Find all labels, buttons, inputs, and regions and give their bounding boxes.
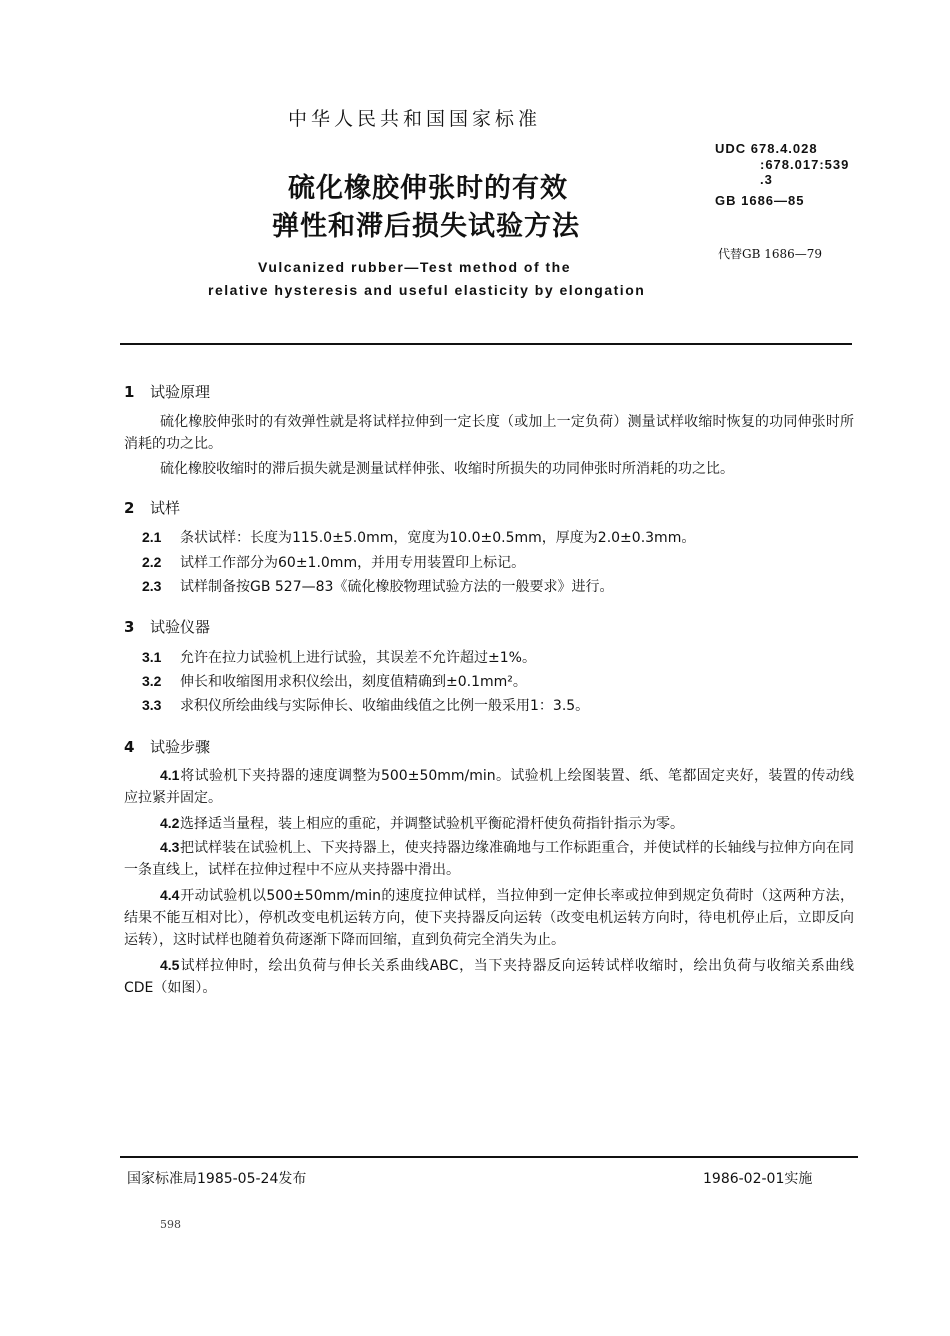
- clause-number: 3.3: [142, 697, 162, 713]
- section-number: 3: [124, 618, 135, 636]
- clause-3-2: [142, 670, 872, 693]
- clause-number: 4.4: [160, 887, 180, 903]
- clause-number: 3.1: [142, 649, 162, 665]
- clause-4-3: [124, 836, 854, 881]
- clause-number: 4.3: [160, 839, 180, 855]
- clause-text: 条状试样：长度为115.0±5.0mm，宽度为10.0±0.5mm，厚度为2.0±0.3mm。: [180, 530, 696, 546]
- udc-code-line-3: .3: [760, 172, 773, 187]
- clause-text: 试样制备按GB 527—83《硫化橡胶物理试验方法的一般要求》进行。: [180, 579, 614, 595]
- english-title-line-1: Vulcanized rubber—Test method of the: [258, 259, 572, 275]
- footer-divider: [120, 1156, 858, 1158]
- section-title: 试验原理: [150, 383, 211, 401]
- clause-number: 3.2: [142, 673, 162, 689]
- title-line-2: 弹性和滞后损失试验方法: [272, 211, 580, 242]
- clause-2-2: [142, 551, 872, 574]
- clause-number: 2.3: [142, 578, 162, 594]
- header-divider: [120, 343, 852, 345]
- section-3-heading: [124, 616, 210, 637]
- clause-2-3: [142, 575, 872, 598]
- clause-2-1: [142, 526, 872, 549]
- section-1-paragraph-1: 硫化橡胶伸张时的有效弹性就是将试样拉伸到一定长度（或加上一定负荷）测量试样收缩时恢复的功同伸张时所消耗的功之比。: [124, 414, 854, 452]
- clause-4-1: [124, 764, 854, 809]
- section-1-heading: [124, 381, 210, 402]
- effective-date: 1986-02-01实施: [703, 1171, 813, 1187]
- replaces-standard: 代替GB 1686—79: [718, 247, 823, 261]
- clause-text: 试样工作部分为60±1.0mm，并用专用装置印上标记。: [180, 555, 526, 571]
- clause-number: 2.2: [142, 554, 162, 570]
- clause-number: 4.1: [160, 767, 180, 783]
- clause-text: 把试样装在试验机上、下夹持器上，使夹持器边缘准确地与工作标距重合，并使试样的长轴线与拉伸方向在同一条直线上，试样在拉伸过程中不应从夹持器中滑出。: [124, 840, 854, 878]
- clause-4-5: [124, 954, 854, 999]
- section-title: 试验步骤: [150, 738, 211, 756]
- section-number: 1: [124, 383, 135, 401]
- gb-number: GB 1686—85: [715, 193, 805, 208]
- clause-number: 2.1: [142, 529, 162, 545]
- section-number: 4: [124, 738, 135, 756]
- clause-number: 4.2: [160, 815, 180, 831]
- section-4-heading: [124, 736, 210, 757]
- clause-3-1: [142, 646, 872, 669]
- clause-number: 4.5: [160, 957, 180, 973]
- clause-4-2: [124, 812, 854, 835]
- title-line-1: 硫化橡胶伸张时的有效: [288, 173, 568, 204]
- page-number: 598: [160, 1218, 181, 1231]
- clause-3-3: [142, 694, 872, 717]
- clause-text: 求积仪所绘曲线与实际伸长、收缩曲线值之比例一般采用1：3.5。: [180, 698, 590, 714]
- issue-date: 国家标准局1985-05-24发布: [127, 1171, 307, 1187]
- udc-code-line-1: UDC 678.4.028: [715, 141, 818, 156]
- national-standard-heading: 中华人民共和国国家标准: [288, 108, 542, 130]
- section-1-paragraph-2: 硫化橡胶收缩时的滞后损失就是测量试样伸张、收缩时所损失的功同伸张时所消耗的功之比。: [160, 461, 734, 477]
- clause-text: 开动试验机以500±50mm/min的速度拉伸试样，当拉伸到一定伸长率或拉伸到规定负荷时（这两种方法，结果不能互相对比），停机改变电机运转方向，使下夹持器反向运转（改变电机运转方向时，待电机停止后，立即反向运转），这时试样也随着负荷逐渐下降而回缩，直到负荷完全消失为止。: [124, 888, 854, 948]
- clause-text: 允许在拉力试验机上进行试验，其误差不允许超过±1%。: [180, 650, 536, 666]
- clause-text: 伸长和收缩图用求积仪绘出，刻度值精确到±0.1mm²。: [180, 674, 527, 690]
- clause-text: 选择适当量程，装上相应的重砣，并调整试验机平衡砣滑杆使负荷指针指示为零。: [180, 816, 684, 832]
- clause-4-4: [124, 884, 854, 951]
- section-2-heading: [124, 497, 180, 518]
- clause-text: 试样拉伸时，绘出负荷与伸长关系曲线ABC，当下夹持器反向运转试样收缩时，绘出负荷与收缩关系曲线CDE（如图）。: [124, 958, 854, 996]
- section-number: 2: [124, 499, 135, 517]
- english-title-line-2: relative hysteresis and useful elasticity by elongation: [208, 282, 646, 298]
- udc-code-line-2: :678.017:539: [760, 157, 850, 172]
- section-title: 试验仪器: [150, 618, 211, 636]
- clause-text: 将试验机下夹持器的速度调整为500±50mm/min。试验机上绘图装置、纸、笔都固定夹好，装置的传动线应拉紧并固定。: [124, 768, 854, 806]
- section-title: 试样: [150, 499, 181, 517]
